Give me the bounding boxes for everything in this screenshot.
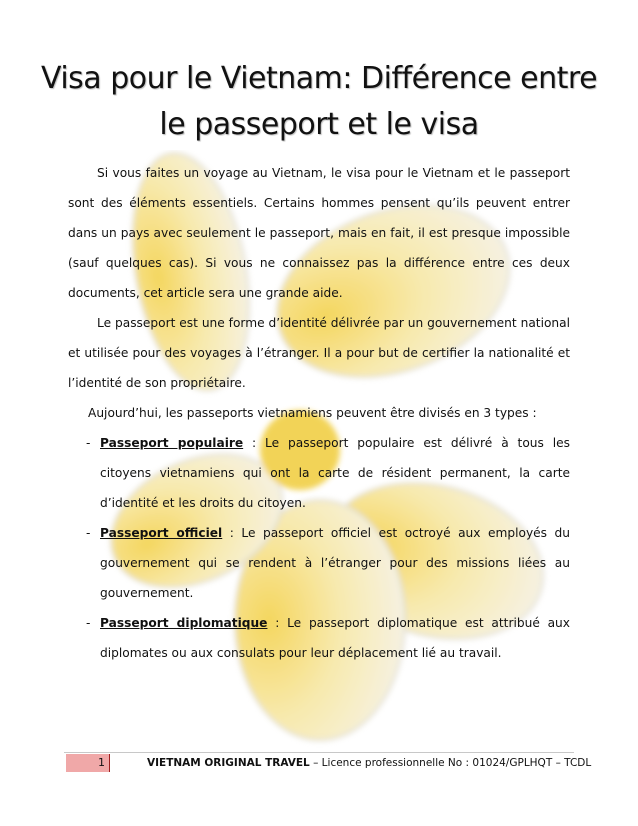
list-item-text: : Le passeport diplomatique est attribué aux diplomates ou aux consulats pour leur déplacement lié au travail. [100, 616, 570, 660]
list-item [68, 608, 570, 668]
document-title [40, 56, 598, 148]
list-item [68, 518, 570, 608]
footer [147, 757, 591, 770]
list-item-term: Passeport diplomatique [100, 616, 268, 630]
list-item-text: : Le passeport populaire est délivré à tous les citoyens vietnamiens qui ont la carte de résident permanent, la carte d’identité et les droits du citoyen. [100, 436, 570, 510]
list-item-text: : Le passeport officiel est octroyé aux employés du gouvernement qui se rendent à l’étranger pour des missions liées au gouvernement. [100, 526, 570, 600]
list-bullet: - [86, 436, 91, 450]
passport-types-list [68, 428, 570, 668]
footer-brand: VIETNAM ORIGINAL TRAVEL [147, 757, 310, 769]
list-item [68, 428, 570, 518]
footer-license: – Licence professionnelle No : 01024/GPLHQT – TCDL [309, 757, 592, 769]
list-bullet: - [86, 526, 91, 540]
list-item-term: Passeport officiel [100, 526, 223, 540]
list-item-term: Passeport populaire [100, 436, 244, 450]
list-bullet: - [86, 616, 91, 630]
page-number: 1 [66, 754, 110, 772]
document-body [68, 158, 570, 668]
passport-types-intro: Aujourd’hui, les passeports vietnamiens peuvent être divisés en 3 types : [88, 406, 537, 420]
paragraph-passport-definition: Le passeport est une forme d’identité délivrée par un gouvernement national et utilisée pour des voyages à l’étranger. Il a pour but de certifier la nationalité et l’identité de son propriétaire. [68, 316, 570, 390]
paragraph-intro: Si vous faites un voyage au Vietnam, le visa pour le Vietnam et le passeport sont des éléments essentiels. Certains hommes pensent qu’ils peuvent entrer dans un pays avec seulement le passeport, mais en fait, il est presque impossible (sauf quelques cas). Si vous ne connaissez pas la différence entre ces deux documents, cet article sera une grande aide. [68, 166, 570, 300]
title-line-1: Visa pour le Vietnam: Différence entre [40, 61, 598, 96]
title-line-2: le passeport et le visa [159, 107, 479, 142]
footer-divider [64, 752, 574, 753]
